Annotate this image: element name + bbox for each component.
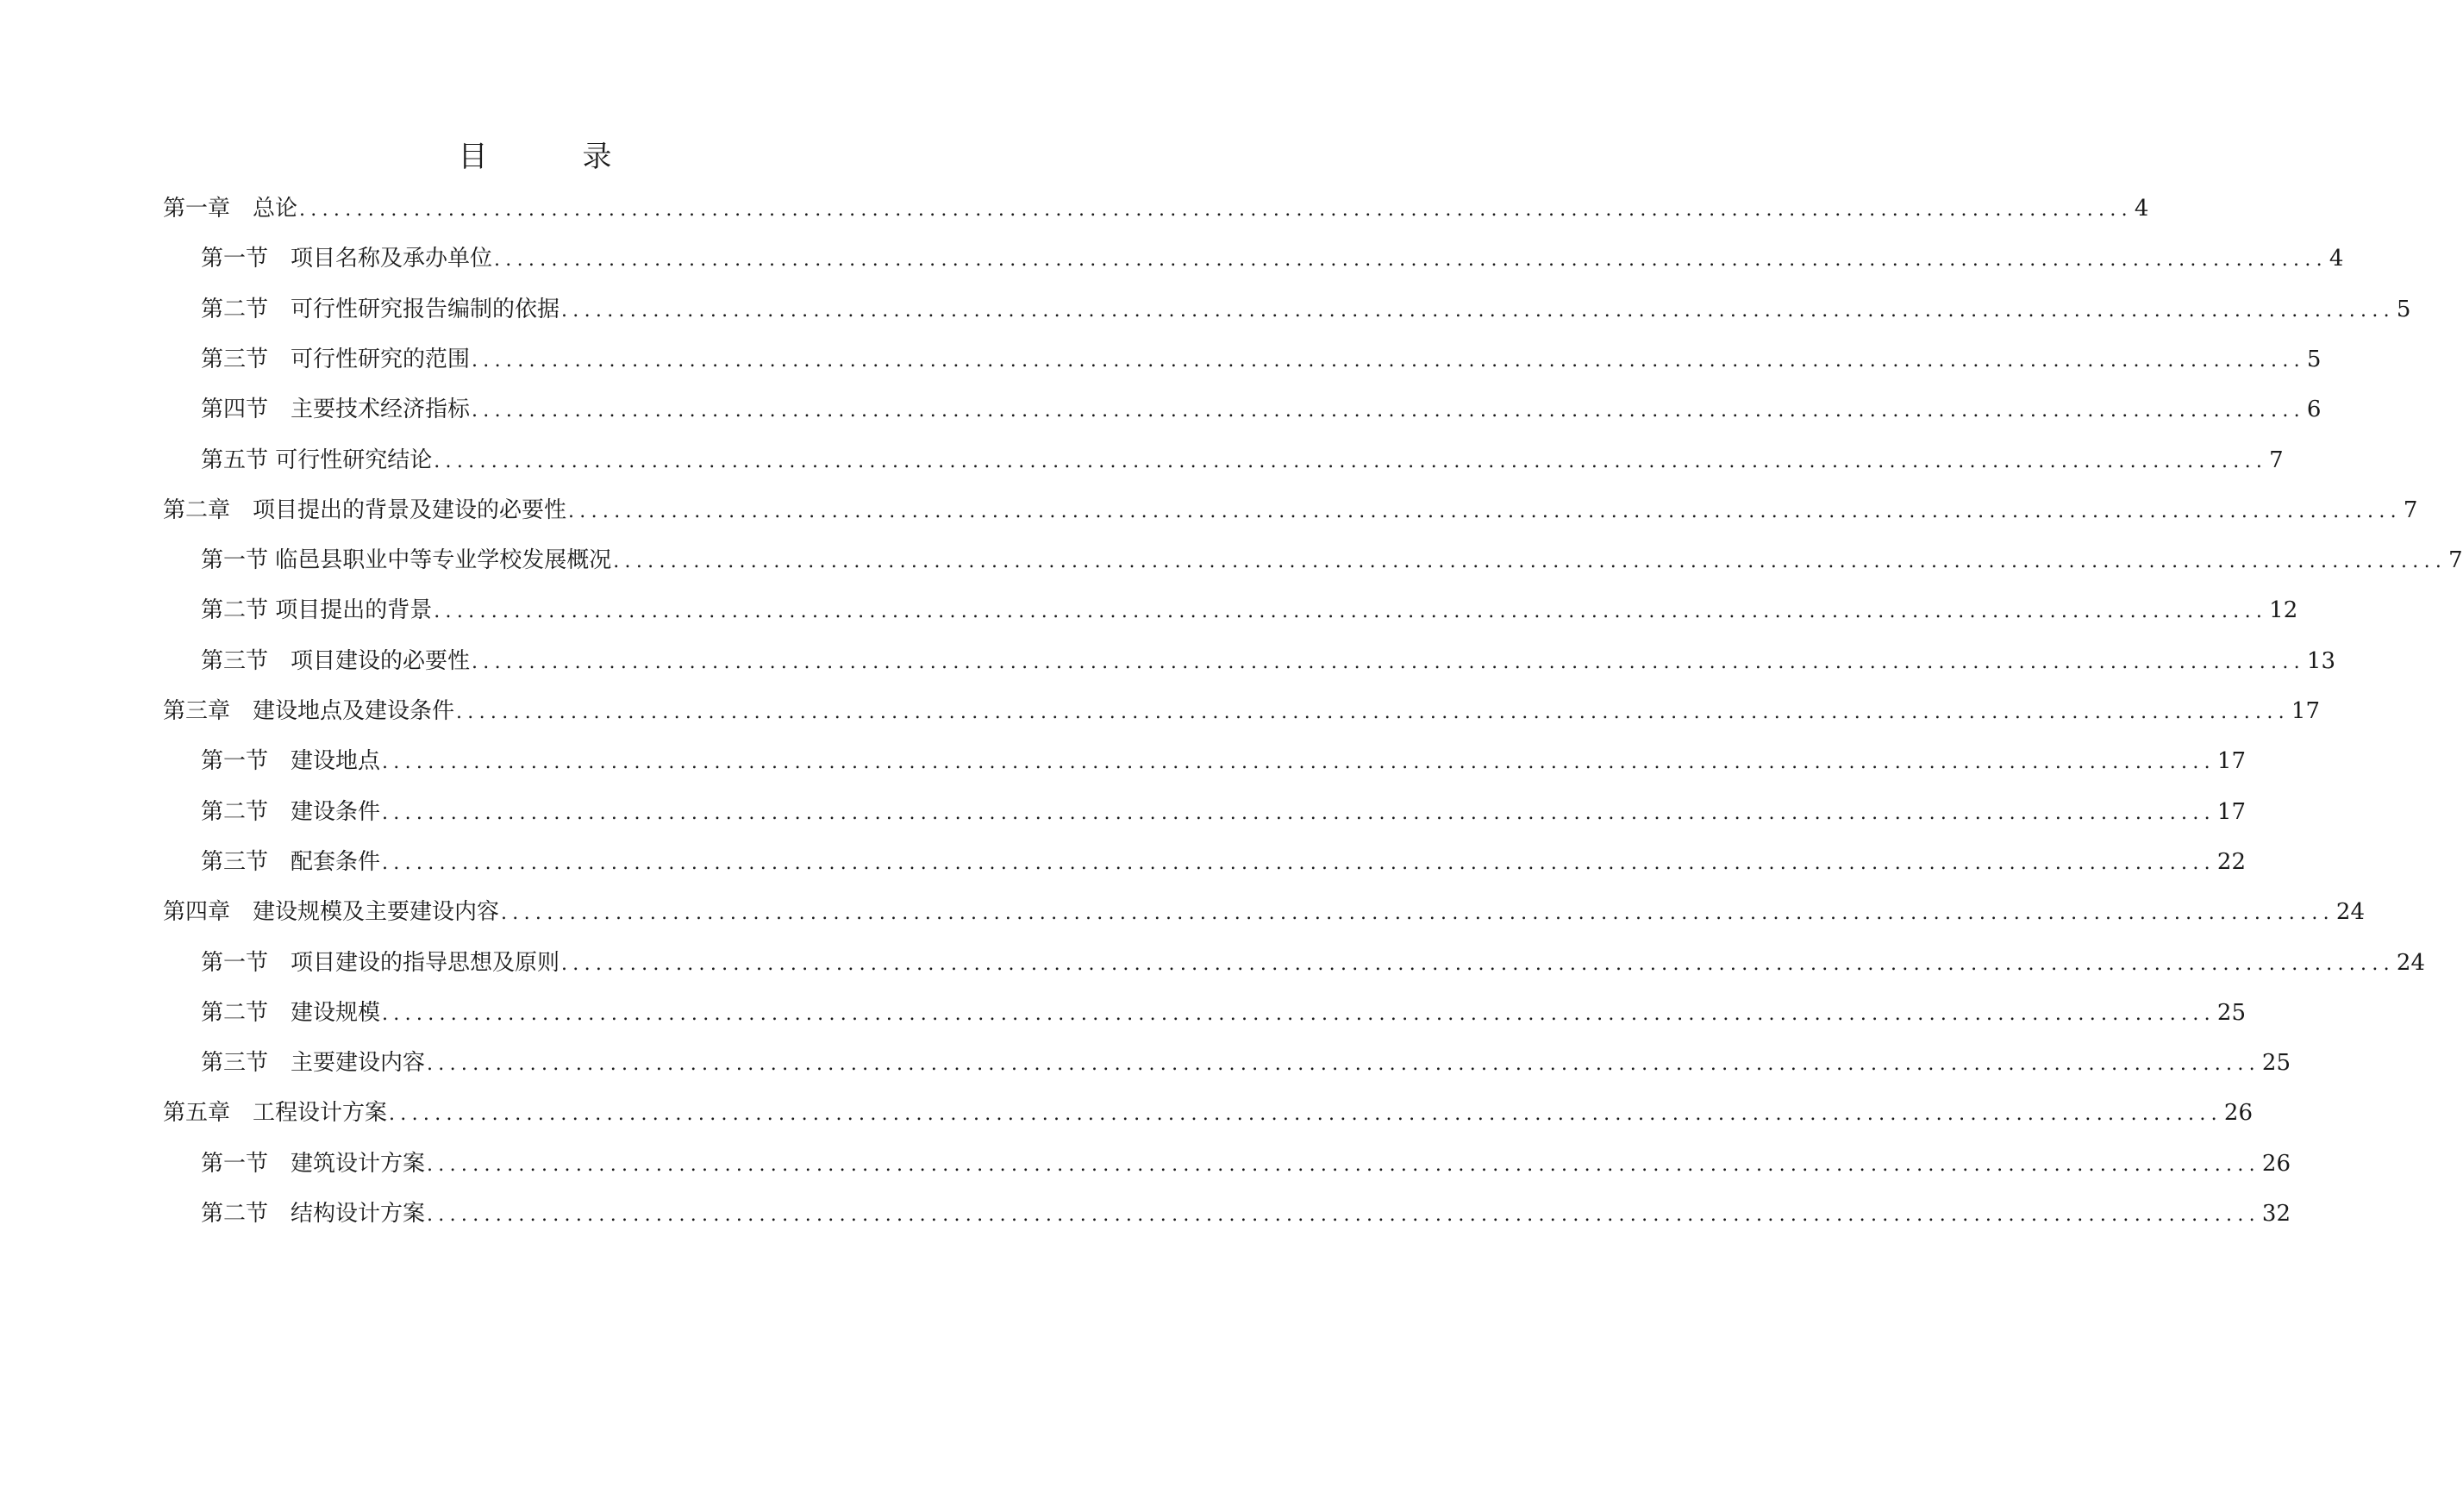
toc-entry-chapter[interactable]	[163, 694, 2321, 728]
toc-entry-section[interactable]	[201, 1146, 2291, 1181]
toc-entry-label: 第三节 主要建设内容	[201, 1050, 426, 1077]
toc-entry-label: 第一节 临邑县职业中等专业学校发展概况	[201, 547, 612, 574]
dot-leader: ................................................................................................................................................................	[427, 1204, 2260, 1226]
toc-entry-label: 第一节 项目建设的指导思想及原则	[201, 949, 560, 976]
toc-entry-page-number: 24	[2335, 899, 2366, 926]
toc-entry-chapter[interactable]	[163, 895, 2366, 929]
toc-entry-page-number: 32	[2261, 1201, 2291, 1227]
toc-entry-section[interactable]	[201, 241, 2344, 276]
dot-leader: ................................................................................................................................................................	[472, 349, 2305, 372]
toc-entry-page-number: 4	[2329, 246, 2344, 272]
toc-entry-label: 第三章 建设地点及建设条件	[163, 698, 455, 724]
toc-entry-section[interactable]	[201, 593, 2298, 628]
toc-entry-section[interactable]	[201, 392, 2322, 427]
toc-entry-section[interactable]	[201, 845, 2247, 879]
toc-entry-section[interactable]	[201, 996, 2247, 1030]
toc-entry-label: 第四章 建设规模及主要建设内容	[163, 899, 500, 926]
toc-entry-section[interactable]	[201, 443, 2284, 478]
dot-leader: ................................................................................................................................................................	[472, 400, 2305, 422]
toc-entry-section[interactable]	[201, 744, 2247, 778]
dot-leader: ................................................................................................................................................................	[494, 249, 2328, 272]
toc-entry-page-number: 7	[2403, 497, 2418, 523]
toc-entry-page-number: 6	[2306, 397, 2322, 423]
dot-leader: ................................................................................................................................................................	[472, 651, 2305, 673]
toc-entry-section[interactable]	[201, 644, 2336, 678]
dot-leader: ................................................................................................................................................................	[382, 802, 2216, 824]
toc-entry-section[interactable]	[201, 946, 2426, 980]
toc-entry-chapter[interactable]	[163, 191, 2149, 226]
toc-entry-page-number: 5	[2306, 346, 2322, 372]
toc-entry-page-number: 26	[2223, 1100, 2254, 1127]
toc-entry-page-number: 25	[2216, 999, 2247, 1026]
toc-entry-page-number: 17	[2216, 748, 2247, 775]
toc-entry-label: 第五章 工程设计方案	[163, 1100, 388, 1127]
toc-entry-section[interactable]	[201, 1196, 2291, 1231]
toc-entry-label: 第一章 总论	[163, 196, 298, 222]
toc-entry-page-number: 7	[2448, 547, 2463, 574]
dot-leader: ................................................................................................................................................................	[299, 199, 2133, 221]
toc-title: 目 录	[458, 140, 645, 174]
dot-leader: ................................................................................................................................................................	[382, 752, 2216, 774]
toc-entry-label: 第二节 建设规模	[201, 999, 381, 1026]
dot-leader: ................................................................................................................................................................	[434, 601, 2268, 623]
dot-leader: ................................................................................................................................................................	[427, 1153, 2260, 1176]
dot-leader: ................................................................................................................................................................	[427, 1053, 2260, 1076]
dot-leader: ................................................................................................................................................................	[561, 299, 2395, 322]
dot-leader: ................................................................................................................................................................	[382, 852, 2216, 874]
toc-entry-chapter[interactable]	[163, 493, 2418, 528]
toc-entry-label: 第三节 项目建设的必要性	[201, 647, 471, 674]
toc-entry-label: 第一节 建设地点	[201, 748, 381, 775]
toc-entry-section[interactable]	[201, 795, 2247, 829]
toc-entry-label: 第一节 项目名称及承办单位	[201, 246, 493, 272]
toc-entry-label: 第二节 结构设计方案	[201, 1201, 426, 1227]
toc-entry-section[interactable]	[201, 1046, 2291, 1080]
dot-leader: ................................................................................................................................................................	[501, 903, 2335, 925]
dot-leader: ................................................................................................................................................................	[434, 450, 2268, 472]
dot-leader: ................................................................................................................................................................	[389, 1103, 2222, 1126]
toc-entry-page-number: 12	[2269, 597, 2298, 624]
toc-entry-page-number: 25	[2261, 1050, 2291, 1077]
toc-entry-section[interactable]	[201, 292, 2411, 327]
toc-entry-page-number: 4	[2134, 196, 2149, 222]
dot-leader: ................................................................................................................................................................	[568, 500, 2402, 522]
toc-entry-page-number: 5	[2396, 296, 2411, 322]
toc-entry-page-number: 17	[2291, 698, 2321, 724]
toc-entry-label: 第五节 可行性研究结论	[201, 447, 433, 473]
toc-entry-page-number: 26	[2261, 1150, 2291, 1177]
dot-leader: ................................................................................................................................................................	[456, 702, 2290, 723]
toc-entry-label: 第二节 建设条件	[201, 798, 381, 825]
toc-entry-chapter[interactable]	[163, 1096, 2254, 1130]
toc-entry-label: 第二节 项目提出的背景	[201, 597, 433, 624]
toc-entry-label: 第三节 可行性研究的范围	[201, 346, 471, 372]
toc-entry-page-number: 24	[2396, 949, 2426, 976]
toc-entry-label: 第三节 配套条件	[201, 848, 381, 875]
toc-entry-page-number: 7	[2269, 447, 2284, 473]
dot-leader: ................................................................................................................................................................	[561, 953, 2395, 975]
toc-entry-section[interactable]	[201, 342, 2322, 377]
toc-entry-page-number: 22	[2216, 848, 2247, 875]
toc-entry-label: 第四节 主要技术经济指标	[201, 397, 471, 423]
toc-entry-label: 第二章 项目提出的背景及建设的必要性	[163, 497, 567, 523]
dot-leader: ................................................................................................................................................................	[382, 1003, 2216, 1025]
toc-entry-label: 第二节 可行性研究报告编制的依据	[201, 296, 560, 322]
toc-entry-label: 第一节 建筑设计方案	[201, 1150, 426, 1177]
toc-entry-page-number: 17	[2216, 798, 2247, 825]
dot-leader: ................................................................................................................................................................	[613, 551, 2447, 573]
toc-entry-section[interactable]	[201, 543, 2463, 578]
toc-entry-page-number: 13	[2306, 647, 2336, 674]
